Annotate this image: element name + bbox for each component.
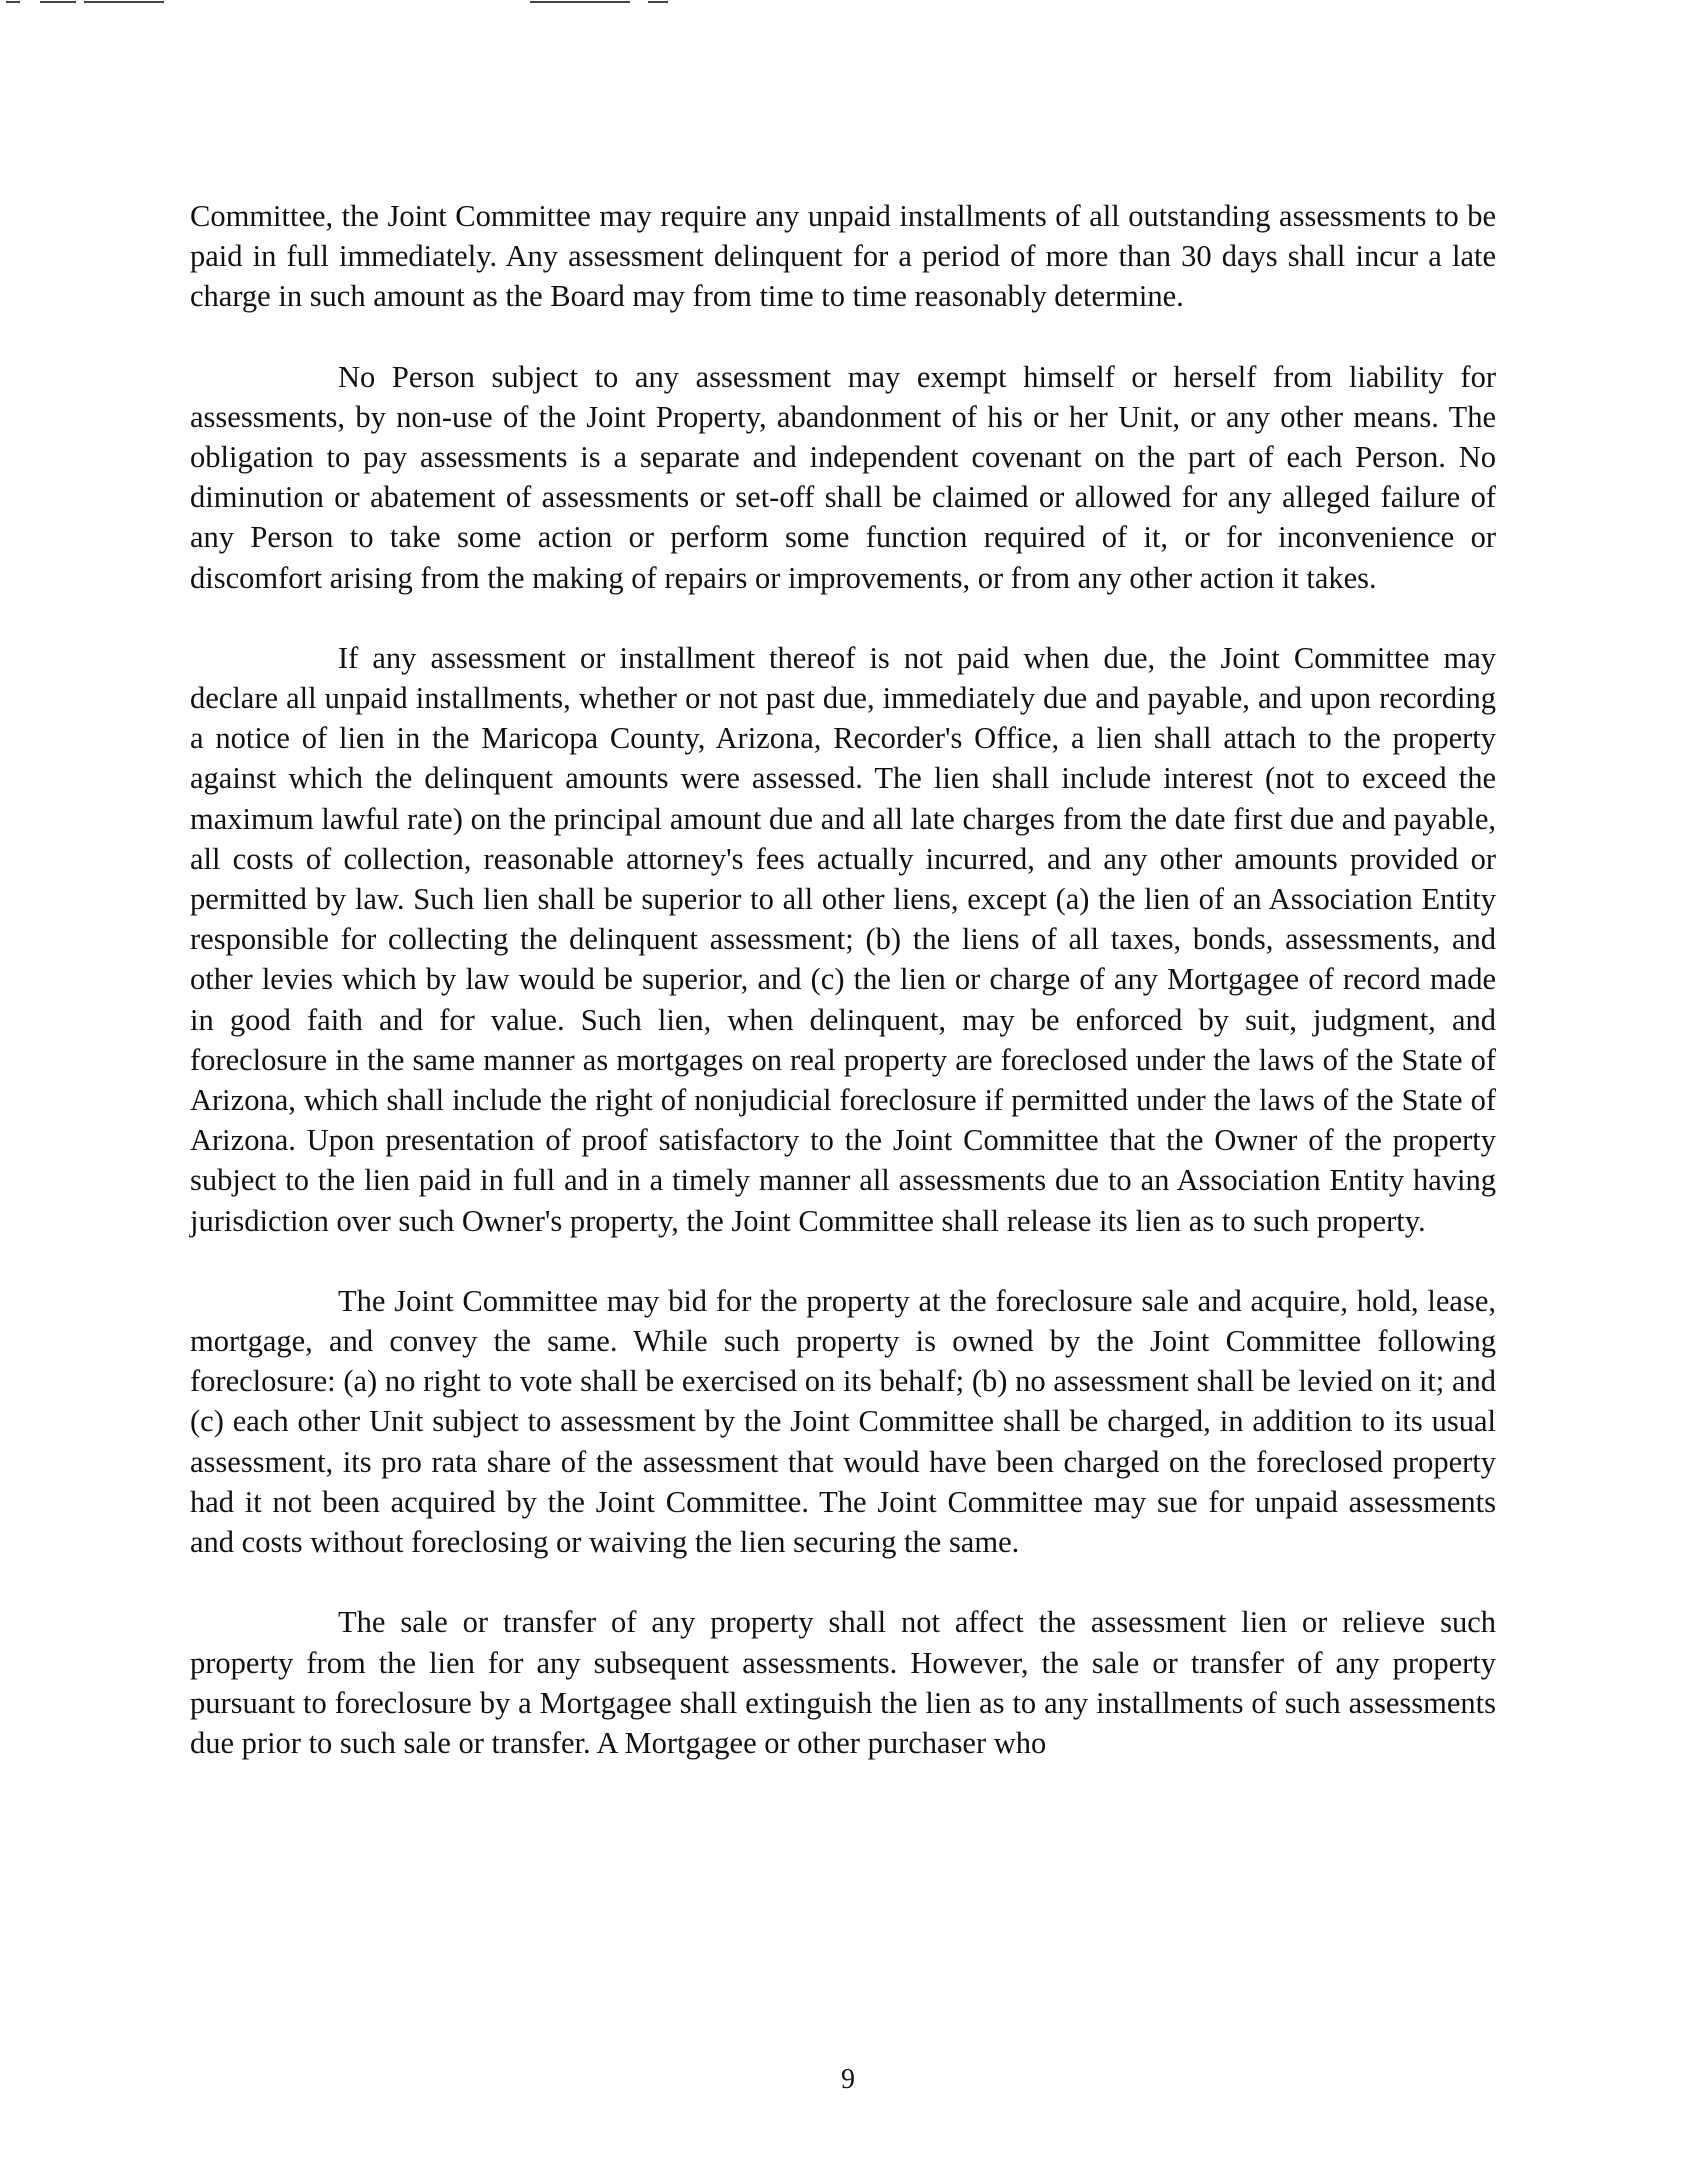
document-body [190,196,1496,1803]
paragraph-no-exemption: No Person subject to any assessment may exempt himself or herself from liability for assessments, by non-use of the Joint Property, abandonment of his or her Unit, or any other means. The obligation to pay assessments is a separate and independent covenant on the part of each Person. No diminution or abatement of assessments or set-off shall be claimed or allowed for any alleged failure of any Person to take some action or perform some function required of it, or for inconvenience or discomfort arising from the making of repairs or improvements, or from any other action it takes. [190,359,1496,595]
scan-artifact-marks [0,0,700,6]
paragraph-continuation: Committee, the Joint Committee may require any unpaid installments of all outstanding assessments to be paid in full immediately. Any assessment delinquent for a period of more than 30 days shall incur a late charge in such amount as the Board may from time to time reasonably determine. [190,199,1496,314]
paragraph-lien: If any assessment or installment thereof is not paid when due, the Joint Committee may declare all unpaid installments, whether or not past due, immediately due and payable, and upon recording a notice of lien in the Maricopa County, Arizona, Recorder's Office, a lien shall attach to the property against which the delinquent amounts were assessed. The lien shall include interest (not to exceed the maximum lawful rate) on the principal amount due and all late charges from the date first due and payable, all costs of collection, reasonable attorney's fees actually incurred, and any other amounts provided or permitted by law. Such lien shall be superior to all other liens, except (a) the lien of an Association Entity responsible for collecting the delinquent assessment; (b) the liens of all taxes, bonds, assessments, and other levies which by law would be superior, and (c) the lien or charge of any Mortgagee of record made in good faith and for value. Such lien, when delinquent, may be enforced by suit, judgment, and foreclosure in the same manner as mortgages on real property are foreclosed under the laws of the State of Arizona, which shall include the right of nonjudicial foreclosure if permitted under the laws of the State of Arizona. Upon presentation of proof satisfactory to the Joint Committee that the Owner of the property subject to the lien paid in full and in a timely manner all assessments due to an Association Entity having jurisdiction over such Owner's property, the Joint Committee shall release its lien as to such property. [190,640,1496,1238]
paragraph-foreclosure-bid: The Joint Committee may bid for the property at the foreclosure sale and acquire, hold, lease, mortgage, and convey the same. While such property is owned by the Joint Committee following foreclosure: (a) no right to vote shall be exercised on its behalf; (b) no assessment shall be levied on it; and (c) each other Unit subject to assessment by the Joint Committee shall be charged, in addition to its usual assessment, its pro rata share of the assessment that would have been charged on the foreclosed property had it not been acquired by the Joint Committee. The Joint Committee may sue for unpaid assessments and costs without foreclosing or waiving the lien securing the same. [190,1283,1496,1560]
paragraph-sale-transfer: The sale or transfer of any property shall not affect the assessment lien or relieve such property from the lien for any subsequent assessments. However, the sale or transfer of any property pursuant to foreclosure by a Mortgagee shall extinguish the lien as to any installments of such assessments due prior to such sale or transfer. A Mortgagee or other purchaser who [190,1605,1496,1760]
page-number: 9 [841,2064,855,2095]
